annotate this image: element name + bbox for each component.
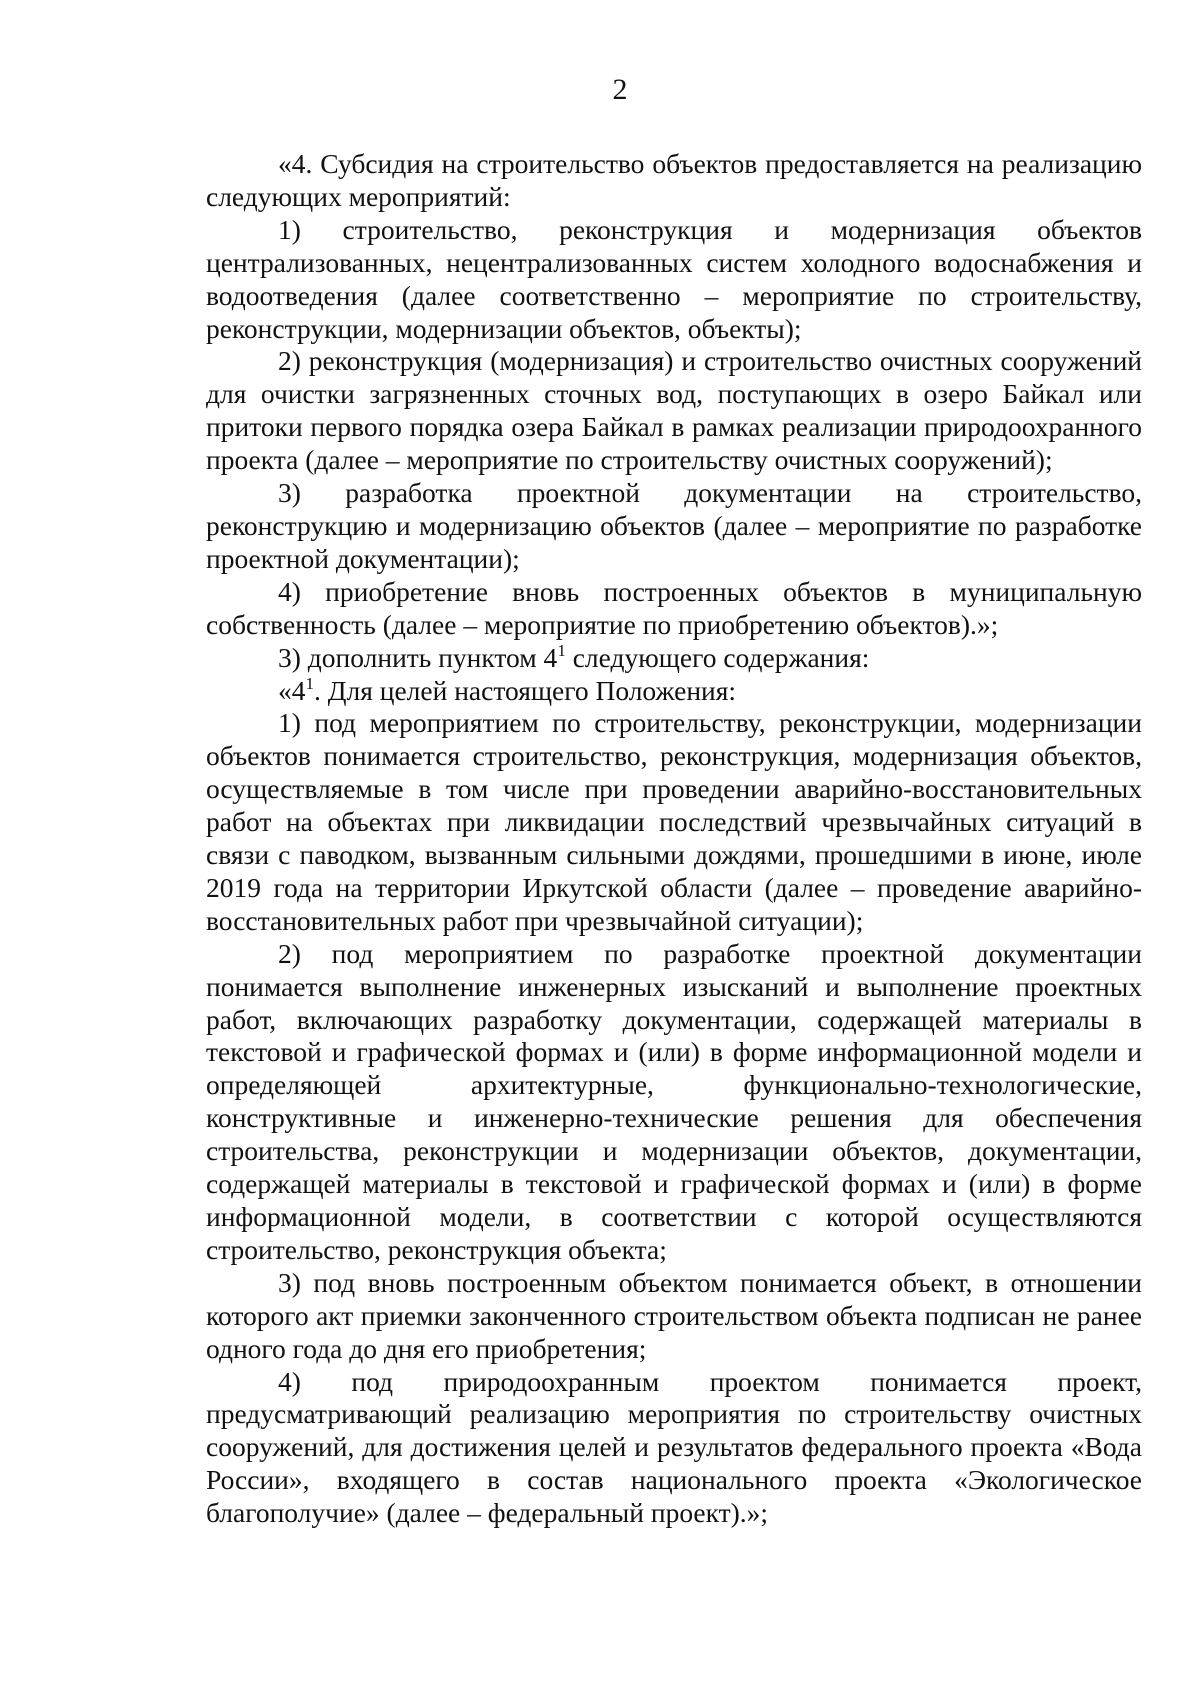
section-superscript: 1 [305,673,314,693]
amendment-line [206,642,1142,675]
paragraph-item-4: 4) приобретение вновь построенных объектов в муниципальную собственность (далее – мероприятие по приобретению объектов).»; [206,575,1142,640]
section-text-after: . Для целей настоящего Положения: [314,674,737,706]
definition-3: 3) под вновь построенным объектом понимается объект, в отношении которого акт приемки законченного строительством объекта подписан не ранее одного года до дня его приобретения; [206,1266,1142,1364]
definition-4: 4) под природоохранным проектом понимается проект, предусматривающий реализацию мероприятия по строительству очистных сооружений, для достижения целей и результатов федерального проекта «Вода России», входящего в состав национального проекта «Экологическое благополучие» (далее – федеральный проект).»; [206,1365,1142,1529]
paragraph-subsidy-intro: «4. Субсидия на строительство объектов предоставляется на реализацию следующих мероприятий: [206,148,1142,212]
amendment-text-before: 3) дополнить пунктом 4 [278,641,558,673]
amendment-superscript: 1 [557,640,566,660]
definition-1: 1) под мероприятием по строительству, реконструкции, модернизации объектов понимается строительство, реконструкция, модернизация объектов, осуществляемые в том числе при проведении аварийно-восстановительных работ на объектах при ликвидации последствий чрезвычайных ситуаций в связи с паводком, вызванным сильными дождями, прошедшими в июне, июле 2019 года на территории Иркутской области (далее – проведение аварийно-восстановительных работ при чрезвычайной ситуации); [206,707,1142,936]
document-body [206,148,1142,1530]
section-heading-line [206,675,1142,708]
paragraph-item-1: 1) строительство, реконструкция и модернизация объектов централизованных, нецентрализованных систем холодного водоснабжения и водоотведения (далее соответственно – мероприятие по строительству, реконструкции, модернизации объектов, объекты); [206,213,1142,344]
paragraph-item-2: 2) реконструкция (модернизация) и строительство очистных сооружений для очистки загрязненных сточных вод, поступающих в озеро Байкал или притоки первого порядка озера Байкал в рамках реализации природоохранного проекта (далее – мероприятие по строительству очистных сооружений); [206,345,1142,476]
definition-2: 2) под мероприятием по разработке проектной документации понимается выполнение инженерных изысканий и выполнение проектных работ, включающих разработку документации, содержащей материалы в текстовой и графической формах и (или) в форме информационной модели и определяющей архитектурные, функционально-технологические, конструктивные и инженерно-технические решения для обеспечения строительства, реконструкции и модернизации объектов, документации, содержащей материалы в текстовой и графической формах и (или) в форме информационной модели, в соответствии с которой осуществляются строительство, реконструкция объекта; [206,937,1142,1265]
page-number: 2 [612,73,628,106]
amendment-text-after: следующего содержания: [565,641,870,673]
paragraph-item-3: 3) разработка проектной документации на строительство, реконструкцию и модернизацию объектов (далее – мероприятие по разработке проектной документации); [206,477,1142,574]
section-text-before: «4 [278,674,306,706]
